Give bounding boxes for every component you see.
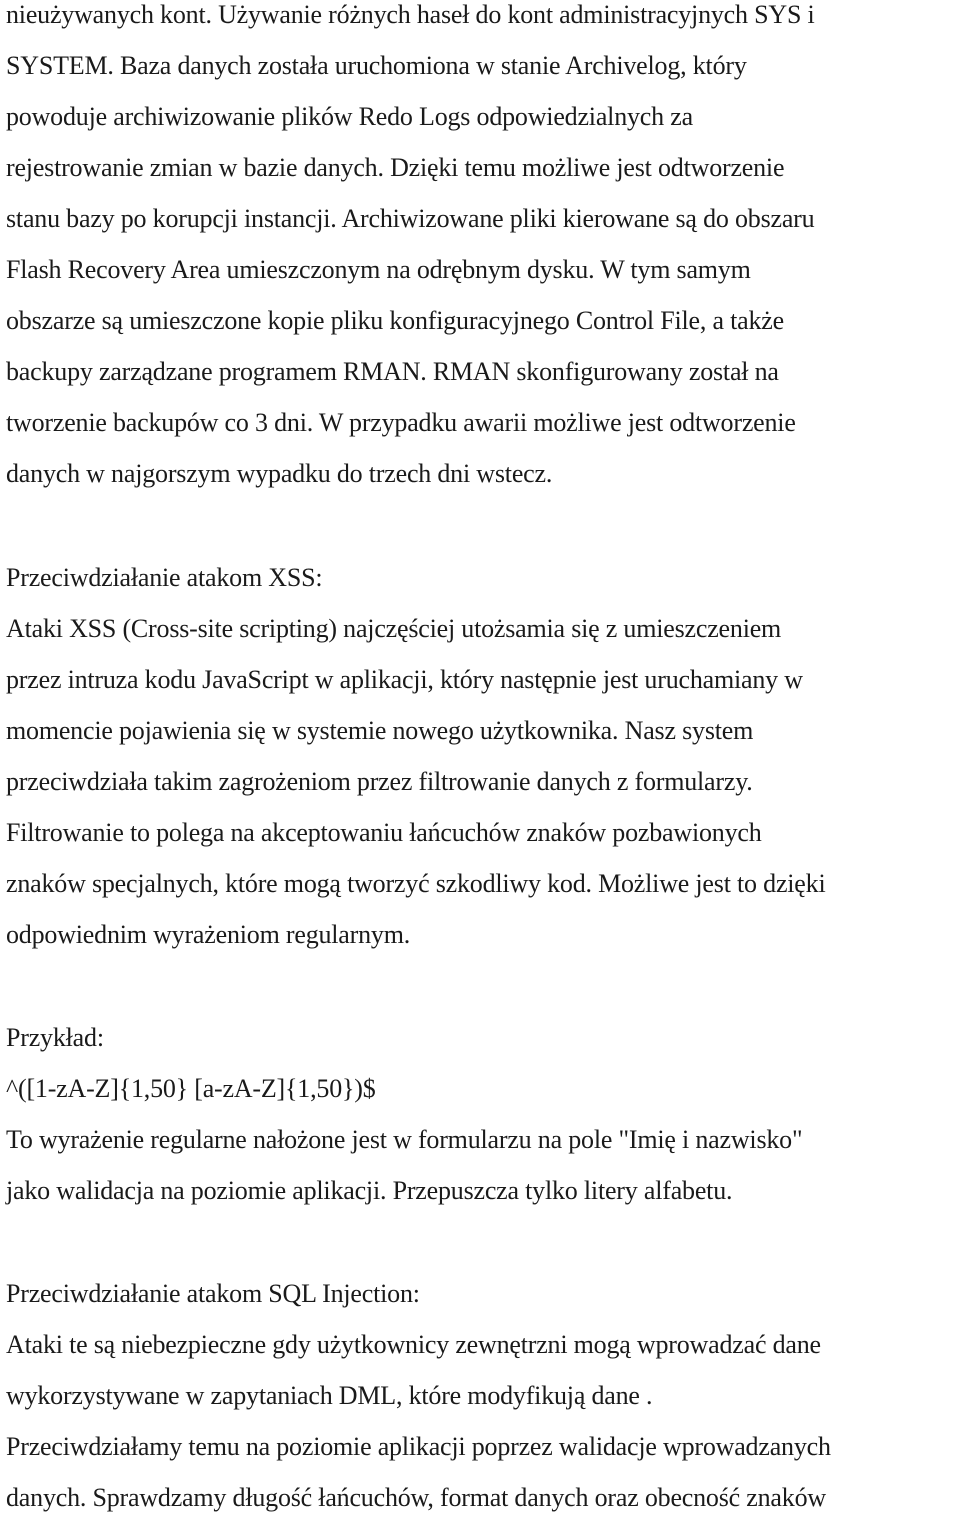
body-line-18: odpowiednim wyrażeniom regularnym. <box>6 920 411 949</box>
body-line-27: danych. Sprawdzamy długość łańcuchów, format danych oraz obecność znaków <box>6 1483 826 1512</box>
body-line-15: przeciwdziała takim zagrożeniom przez filtrowanie danych z formularzy. <box>6 767 753 796</box>
body-line-25: wykorzystywane w zapytaniach DML, które modyfikują dane . <box>6 1381 653 1410</box>
body-line-3: powoduje archiwizowanie plików Redo Logs odpowiedzialnych za <box>6 102 693 131</box>
body-line-22: jako walidacja na poziomie aplikacji. Przepuszcza tylko litery alfabetu. <box>6 1176 733 1205</box>
section-heading-sql-injection: Przeciwdziałanie atakom SQL Injection: <box>6 1279 420 1308</box>
body-line-26: Przeciwdziałamy temu na poziomie aplikacji poprzez walidacje wprowadzanych <box>6 1432 831 1461</box>
body-line-9: tworzenie backupów co 3 dni. W przypadku awarii możliwe jest odtworzenie <box>6 408 796 437</box>
body-line-14: momencie pojawienia się w systemie nowego użytkownika. Nasz system <box>6 716 754 745</box>
body-line-24: Ataki te są niebezpieczne gdy użytkownicy zewnętrzni mogą wprowadzać dane <box>6 1330 821 1359</box>
body-line-5: stanu bazy po korupcji instancji. Archiwizowane pliki kierowane są do obszaru <box>6 204 815 233</box>
regex-example: ^([1-zA-Z]{1,50} [a-zA-Z]{1,50})$ <box>6 1074 376 1103</box>
body-line-21: To wyrażenie regularne nałożone jest w formularzu na pole "Imię i nazwisko" <box>6 1125 803 1154</box>
body-line-7: obszarze są umieszczone kopie pliku konfiguracyjnego Control File, a także <box>6 306 784 335</box>
body-line-6: Flash Recovery Area umieszczonym na odrębnym dysku. W tym samym <box>6 255 751 284</box>
body-line-12: Ataki XSS (Cross-site scripting) najczęściej utożsamia się z umieszczeniem <box>6 614 782 643</box>
body-line-8: backupy zarządzane programem RMAN. RMAN skonfigurowany został na <box>6 357 779 386</box>
body-line-16: Filtrowanie to polega na akceptowaniu łańcuchów znaków pozbawionych <box>6 818 762 847</box>
section-heading-xss: Przeciwdziałanie atakom XSS: <box>6 563 323 592</box>
body-line-2: SYSTEM. Baza danych została uruchomiona w stanie Archivelog, który <box>6 51 747 80</box>
body-line-4: rejestrowanie zmian w bazie danych. Dzięki temu możliwe jest odtworzenie <box>6 153 785 182</box>
body-line-13: przez intruza kodu JavaScript w aplikacji, który następnie jest uruchamiany w <box>6 665 803 694</box>
body-line-10: danych w najgorszym wypadku do trzech dni wstecz. <box>6 459 553 488</box>
example-heading: Przykład: <box>6 1023 104 1052</box>
body-line-1: nieużywanych kont. Używanie różnych haseł do kont administracyjnych SYS i <box>6 0 815 29</box>
body-line-17: znaków specjalnych, które mogą tworzyć szkodliwy kod. Możliwe jest to dzięki <box>6 869 826 898</box>
